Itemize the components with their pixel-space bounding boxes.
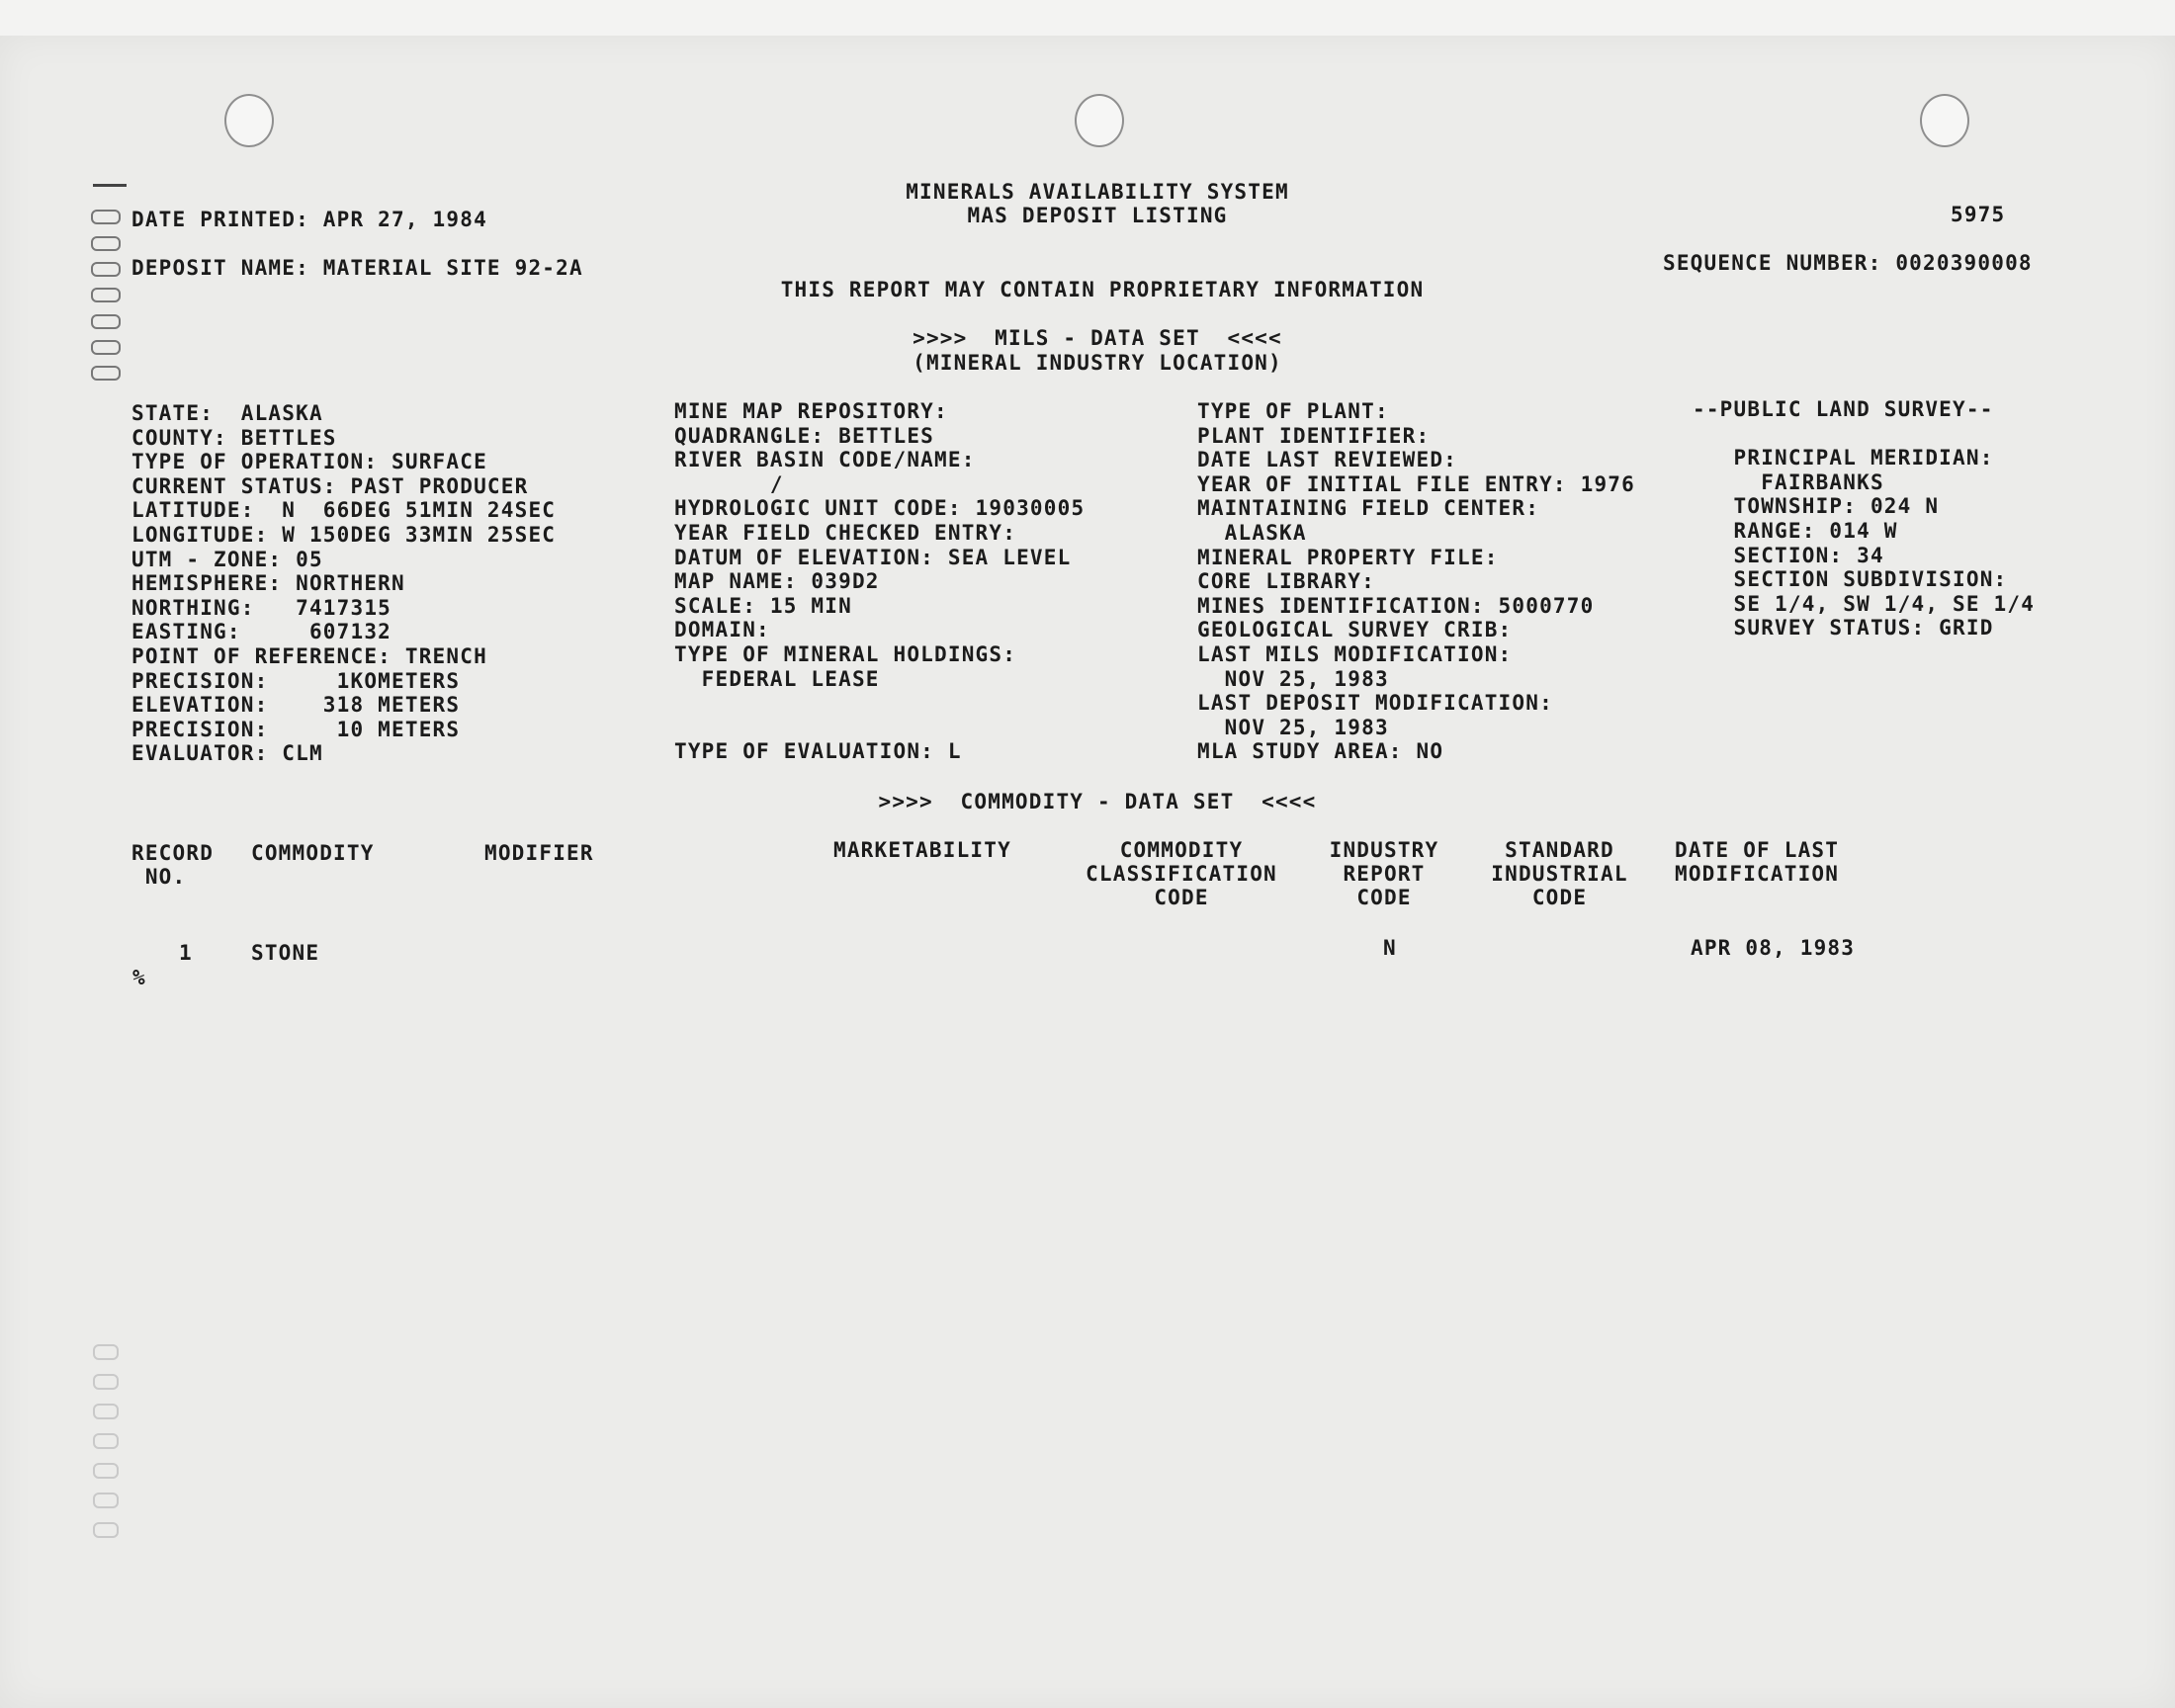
col4-line: SE 1/4, SW 1/4, SE 1/4 xyxy=(1693,591,2036,616)
faded-sprocket-mark xyxy=(93,1522,119,1538)
faded-sprocket-mark xyxy=(93,1344,119,1360)
col3-line: YEAR OF INITIAL FILE ENTRY: 1976 xyxy=(1197,471,1635,496)
row-record-number: 1 xyxy=(179,941,193,965)
col2-line: DATUM OF ELEVATION: SEA LEVEL xyxy=(674,545,1072,569)
col3-line: GEOLOGICAL SURVEY CRIB: xyxy=(1197,618,1513,642)
row-industry-report-code: N xyxy=(1383,936,1397,960)
col3-line: LAST DEPOSIT MODIFICATION: xyxy=(1197,691,1553,716)
faded-sprocket-mark xyxy=(93,1374,119,1390)
location-column-2 xyxy=(674,399,1085,764)
col2-line xyxy=(674,691,1085,716)
commodity-dataset-heading: >>>> COMMODITY - DATA SET <<<< xyxy=(878,790,1317,813)
col4-line: TOWNSHIP: 024 N xyxy=(1693,494,1940,519)
mils-dataset-heading: >>>> MILS - DATA SET <<<< xyxy=(913,326,1282,350)
sprocket-mark xyxy=(91,314,121,329)
col1-line: PRECISION: 1KOMETERS xyxy=(131,668,461,693)
public-land-survey-column xyxy=(1693,397,2035,640)
col3-line: MINES IDENTIFICATION: 5000770 xyxy=(1197,593,1595,618)
col1-line: POINT OF REFERENCE: TRENCH xyxy=(131,643,487,668)
col3-line: PLANT IDENTIFIER: xyxy=(1197,423,1431,448)
col1-line: NORTHING: 7417315 xyxy=(131,595,392,620)
row-date-of-last-modification: APR 08, 1983 xyxy=(1691,936,1856,960)
col1-line: LONGITUDE: W 150DEG 33MIN 25SEC xyxy=(131,522,557,547)
header-industry-report-code: INDUSTRY REPORT CODE xyxy=(1329,838,1439,909)
faded-sprocket-mark xyxy=(93,1463,119,1479)
col4-line: RANGE: 014 W xyxy=(1693,518,1898,543)
sprocket-mark xyxy=(91,288,121,302)
col2-line: HYDROLOGIC UNIT CODE: 19030005 xyxy=(674,496,1086,521)
col2-line: TYPE OF MINERAL HOLDINGS: xyxy=(674,641,1017,666)
mils-dataset-subheading: (MINERAL INDUSTRY LOCATION) xyxy=(913,351,1282,375)
col4-line: SURVEY STATUS: GRID xyxy=(1693,616,1994,640)
col3-line: ALASKA xyxy=(1197,520,1307,545)
col2-line xyxy=(674,716,1085,740)
sprocket-mark xyxy=(91,236,121,251)
location-column-1 xyxy=(131,401,556,766)
header-commodity-classification-code: COMMODITY CLASSIFICATION CODE xyxy=(1086,838,1277,909)
col3-line: NOV 25, 1983 xyxy=(1197,715,1389,739)
edge-tick-mark xyxy=(93,184,127,187)
col3-line: CORE LIBRARY: xyxy=(1197,569,1375,594)
header-date-of-last-modification: DATE OF LAST MODIFICATION xyxy=(1675,838,1840,886)
col4-line: SECTION: 34 xyxy=(1693,543,1884,567)
col1-line: HEMISPHERE: NORTHERN xyxy=(131,571,405,596)
col4-line: --PUBLIC LAND SURVEY-- xyxy=(1693,397,1994,421)
end-of-record-mark: % xyxy=(132,966,146,989)
punch-hole-right xyxy=(1920,94,1969,147)
row-commodity: STONE xyxy=(251,941,320,965)
col2-line: DOMAIN: xyxy=(674,618,770,642)
listing-title: MAS DEPOSIT LISTING xyxy=(967,204,1228,227)
col2-line: TYPE OF EVALUATION: L xyxy=(674,739,962,764)
col1-line: ELEVATION: 318 METERS xyxy=(131,693,461,718)
col1-line: EASTING: 607132 xyxy=(131,620,392,644)
header-standard-industrial-code: STANDARD INDUSTRIAL CODE xyxy=(1491,838,1628,909)
col2-line: RIVER BASIN CODE/NAME: xyxy=(674,448,976,472)
faded-sprocket-mark xyxy=(93,1433,119,1449)
col1-line: TYPE OF OPERATION: SURFACE xyxy=(131,450,487,474)
page-number: 5975 xyxy=(1951,203,2006,226)
col3-line: NOV 25, 1983 xyxy=(1197,666,1389,691)
deposit-name: DEPOSIT NAME: MATERIAL SITE 92-2A xyxy=(131,256,583,280)
punch-hole-center xyxy=(1075,94,1124,147)
header-modifier: MODIFIER xyxy=(484,841,594,865)
sprocket-mark xyxy=(91,340,121,355)
col3-line: LAST MILS MODIFICATION: xyxy=(1197,641,1513,666)
col4-line xyxy=(1693,422,2035,447)
col1-line: CURRENT STATUS: PAST PRODUCER xyxy=(131,473,529,498)
col4-line: FAIRBANKS xyxy=(1693,470,1884,494)
header-commodity: COMMODITY xyxy=(251,841,375,865)
col3-line: MLA STUDY AREA: NO xyxy=(1197,739,1444,764)
col2-line: FEDERAL LEASE xyxy=(674,666,880,691)
col3-line: MAINTAINING FIELD CENTER: xyxy=(1197,496,1540,521)
sprocket-mark xyxy=(91,262,121,277)
col1-line: COUNTY: BETTLES xyxy=(131,425,337,450)
sprocket-mark xyxy=(91,366,121,381)
col1-line: PRECISION: 10 METERS xyxy=(131,717,461,741)
col2-line: QUADRANGLE: BETTLES xyxy=(674,423,935,448)
location-column-3 xyxy=(1197,399,1635,764)
faded-sprocket-mark xyxy=(93,1493,119,1508)
col2-line: SCALE: 15 MIN xyxy=(674,593,852,618)
col1-line: UTM - ZONE: 05 xyxy=(131,547,323,571)
scan-top-margin xyxy=(0,0,2175,36)
col2-line: MINE MAP REPOSITORY: xyxy=(674,399,948,423)
date-printed: DATE PRINTED: APR 27, 1984 xyxy=(131,208,487,231)
col2-line: YEAR FIELD CHECKED ENTRY: xyxy=(674,520,1017,545)
header-record-no: RECORD NO. xyxy=(131,841,215,889)
col2-line: MAP NAME: 039D2 xyxy=(674,569,880,594)
col1-line: LATITUDE: N 66DEG 51MIN 24SEC xyxy=(131,498,557,523)
col3-line: MINERAL PROPERTY FILE: xyxy=(1197,545,1499,569)
col3-line: DATE LAST REVIEWED: xyxy=(1197,448,1458,472)
sprocket-mark xyxy=(91,210,121,224)
system-title: MINERALS AVAILABILITY SYSTEM xyxy=(906,180,1289,204)
col2-line: / xyxy=(674,471,784,496)
faded-sprocket-mark xyxy=(93,1404,119,1419)
col1-line: STATE: ALASKA xyxy=(131,401,323,425)
col4-line: SECTION SUBDIVISION: xyxy=(1693,567,2008,592)
punch-hole-left xyxy=(224,94,274,147)
proprietary-notice: THIS REPORT MAY CONTAIN PROPRIETARY INFORMATION xyxy=(780,278,1425,301)
header-marketability: MARKETABILITY xyxy=(833,838,1011,862)
col3-line: TYPE OF PLANT: xyxy=(1197,399,1389,423)
col4-line: PRINCIPAL MERIDIAN: xyxy=(1693,446,1994,470)
col1-line: EVALUATOR: CLM xyxy=(131,741,323,766)
sequence-number: SEQUENCE NUMBER: 0020390008 xyxy=(1663,251,2033,275)
